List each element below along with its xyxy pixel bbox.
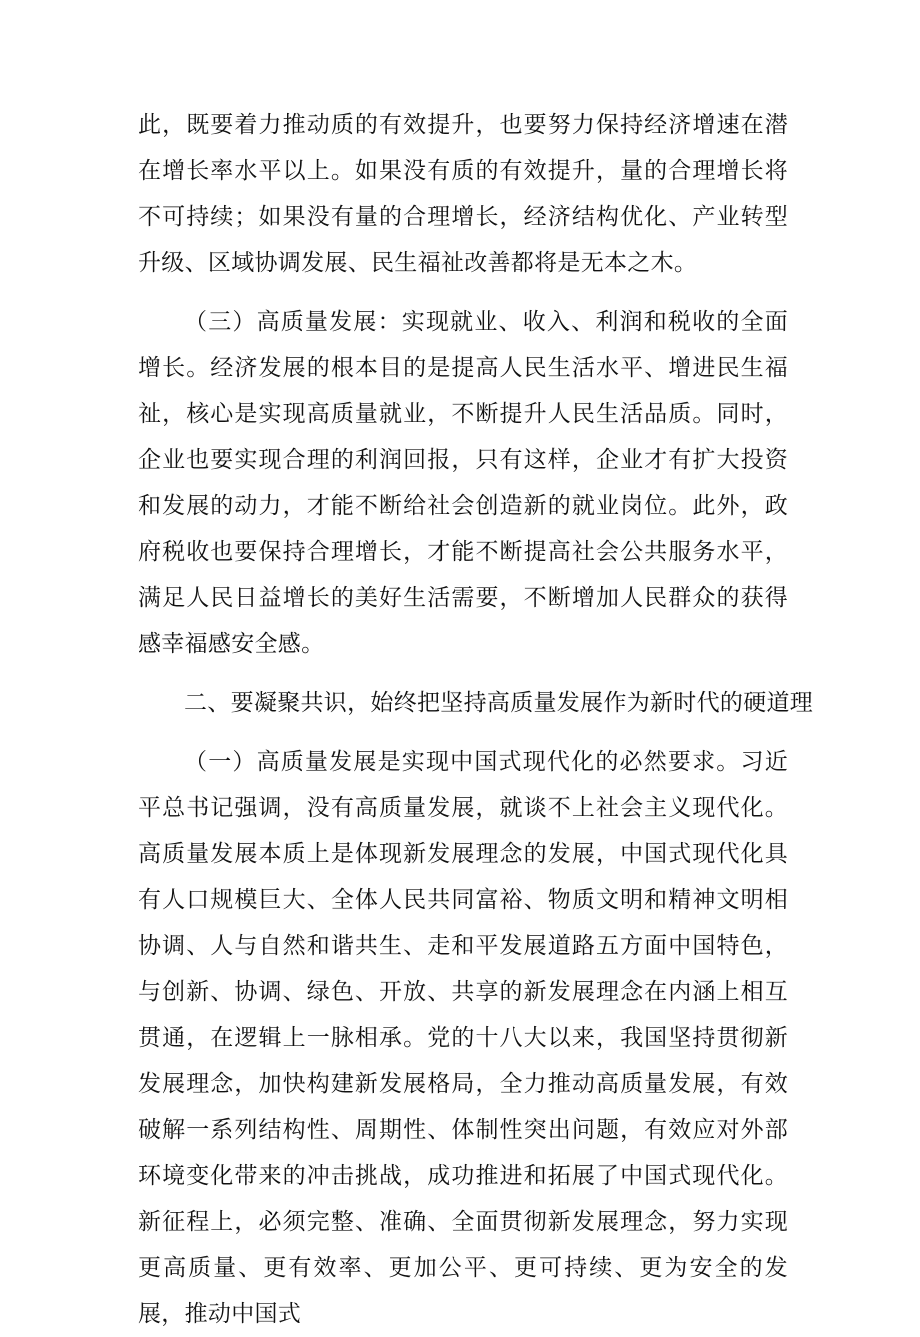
paragraph-subsection-one: （一）高质量发展是实现中国式现代化的必然要求。习近平总书记强调，没有高质量发展，就谈不上社会主义现代化。高质量发展本质上是体现新发展理念的发展，中国式现代化具有人口规模巨大、全体人民共同富裕、物质文明和精神文明相协调、人与自然和谐共生、走和平发展道路五方面中国特色，与创新、协调、绿色、开放、共享的新发展理念在内涵上相互贯通，在逻辑上一脉相承。党的十八大以来，我国坚持贯彻新发展理念，加快构建新发展格局，全力推动高质量发展，有效破解一系列结构性、周期性、体制性突出问题，有效应对外部环境变化带来的冲击挑战，成功推进和拓展了中国式现代化。新征程上，必须完整、准确、全面贯彻新发展理念，努力实现更高质量、更有效率、更加公平、更可持续、更为安全的发展，推动中国式 xyxy=(138,749,788,1327)
section-heading-two: 二、要凝聚共识，始终把坚持高质量发展作为新时代的硬道理 xyxy=(184,690,814,716)
paragraph-section-three: （三）高质量发展：实现就业、收入、利润和税收的全面增长。经济发展的根本目的是提高人民生活水平、增进民生福祉，核心是实现高质量就业，不断提升人民生活品质。同时，企业也要实现合理的利润回报，只有这样，企业才有扩大投资和发展的动力，才能不断给社会创造新的就业岗位。此外，政府税收也要保持合理增长，才能不断提高社会公共服务水平，满足人民日益增长的美好生活需要，不断增加人民群众的获得感幸福感安全感。 xyxy=(138,309,788,657)
paragraph-continuation: 此，既要着力推动质的有效提升，也要努力保持经济增速在潜在增长率水平以上。如果没有质的有效提升，量的合理增长将不可持续；如果没有量的合理增长，经济结构优化、产业转型升级、区域协调发展、民生福祉改善都将是无本之木。 xyxy=(138,112,788,276)
